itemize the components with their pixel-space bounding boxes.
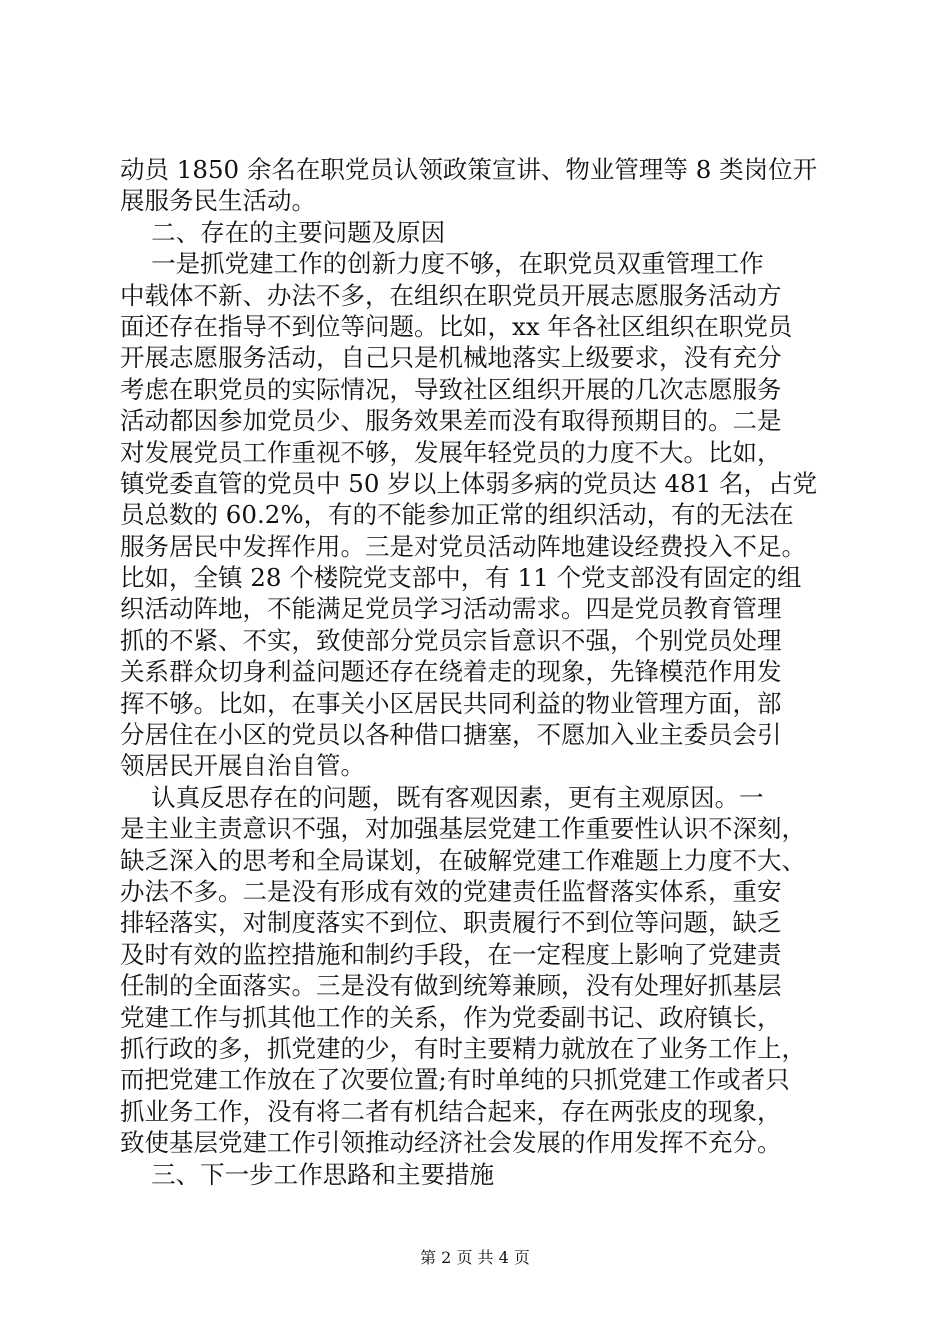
text-line: 抓业务工作，没有将二者有机结合起来，存在两张皮的现象， xyxy=(120,1096,782,1126)
text-line: 织活动阵地，不能满足党员学习活动需求。四是党员教育管理 xyxy=(120,594,782,624)
text-line: 致使基层党建工作引领推动经济社会发展的作用发挥不充分。 xyxy=(120,1128,782,1158)
text-line: 是主业主责意识不强，对加强基层党建工作重要性认识不深刻， xyxy=(120,814,806,844)
text-line: 排轻落实，对制度落实不到位、职责履行不到位等问题，缺乏 xyxy=(120,908,782,938)
text-line: 及时有效的监控措施和制约手段，在一定程度上影响了党建责 xyxy=(120,939,782,969)
text-line: 抓行政的多，抓党建的少，有时主要精力就放在了业务工作上， xyxy=(120,1033,806,1063)
page-footer: 第 2 页 共 4 页 xyxy=(420,1248,530,1267)
text-line: 认真反思存在的问题，既有客观因素，更有主观原因。一 xyxy=(120,782,764,812)
text-line: 挥不够。比如，在事关小区居民共同利益的物业管理方面，部 xyxy=(120,688,782,718)
text-line: 中载体不新、办法不多，在组织在职党员开展志愿服务活动方 xyxy=(120,280,782,310)
text-line: 任制的全面落实。三是没有做到统筹兼顾，没有处理好抓基层 xyxy=(120,971,782,1001)
text-line: 二、存在的主要问题及原因 xyxy=(120,217,446,247)
text-line: 员总数的 60.2%，有的不能参加正常的组织活动，有的无法在 xyxy=(120,500,794,530)
text-line: 一是抓党建工作的创新力度不够，在职党员双重管理工作 xyxy=(120,249,764,279)
text-line: 开展志愿服务活动，自己只是机械地落实上级要求，没有充分 xyxy=(120,343,782,373)
text-line: 抓的不紧、不实，致使部分党员宗旨意识不强，个别党员处理 xyxy=(120,625,782,655)
text-line: 三、下一步工作思路和主要措施 xyxy=(120,1159,495,1189)
text-line: 办法不多。二是没有形成有效的党建责任监督落实体系，重安 xyxy=(120,876,782,906)
text-line: 面还存在指导不到位等问题。比如，xx 年各社区组织在职党员 xyxy=(120,311,793,341)
text-line: 领居民开展自治自管。 xyxy=(120,751,365,781)
text-line: 而把党建工作放在了次要位置;有时单纯的只抓党建工作或者只 xyxy=(120,1065,790,1095)
text-line: 动员 1850 余名在职党员认领政策宣讲、物业管理等 8 类岗位开 xyxy=(120,155,818,184)
text-line: 分居住在小区的党员以各种借口搪塞，不愿加入业主委员会引 xyxy=(120,720,782,750)
text-line: 考虑在职党员的实际情况，导致社区组织开展的几次志愿服务 xyxy=(120,374,782,404)
text-line: 服务居民中发挥作用。三是对党员活动阵地建设经费投入不足。 xyxy=(120,531,806,561)
text-line: 缺乏深入的思考和全局谋划，在破解党建工作难题上力度不大、 xyxy=(120,845,806,875)
text-line: 展服务民生活动。 xyxy=(120,186,316,216)
text-line: 比如，全镇 28 个楼院党支部中，有 11 个党支部没有固定的组 xyxy=(120,563,802,593)
text-line: 镇党委直管的党员中 50 岁以上体弱多病的党员达 481 名，占党 xyxy=(120,468,818,498)
text-line: 活动都因参加党员少、服务效果差而没有取得预期目的。二是 xyxy=(120,406,782,436)
text-line: 关系群众切身利益问题还存在绕着走的现象，先锋模范作用发 xyxy=(120,657,782,687)
document-body xyxy=(120,154,850,1190)
text-line: 对发展党员工作重视不够，发展年轻党员的力度不大。比如， xyxy=(120,437,782,467)
text-line: 党建工作与抓其他工作的关系，作为党委副书记、政府镇长， xyxy=(120,1002,782,1032)
